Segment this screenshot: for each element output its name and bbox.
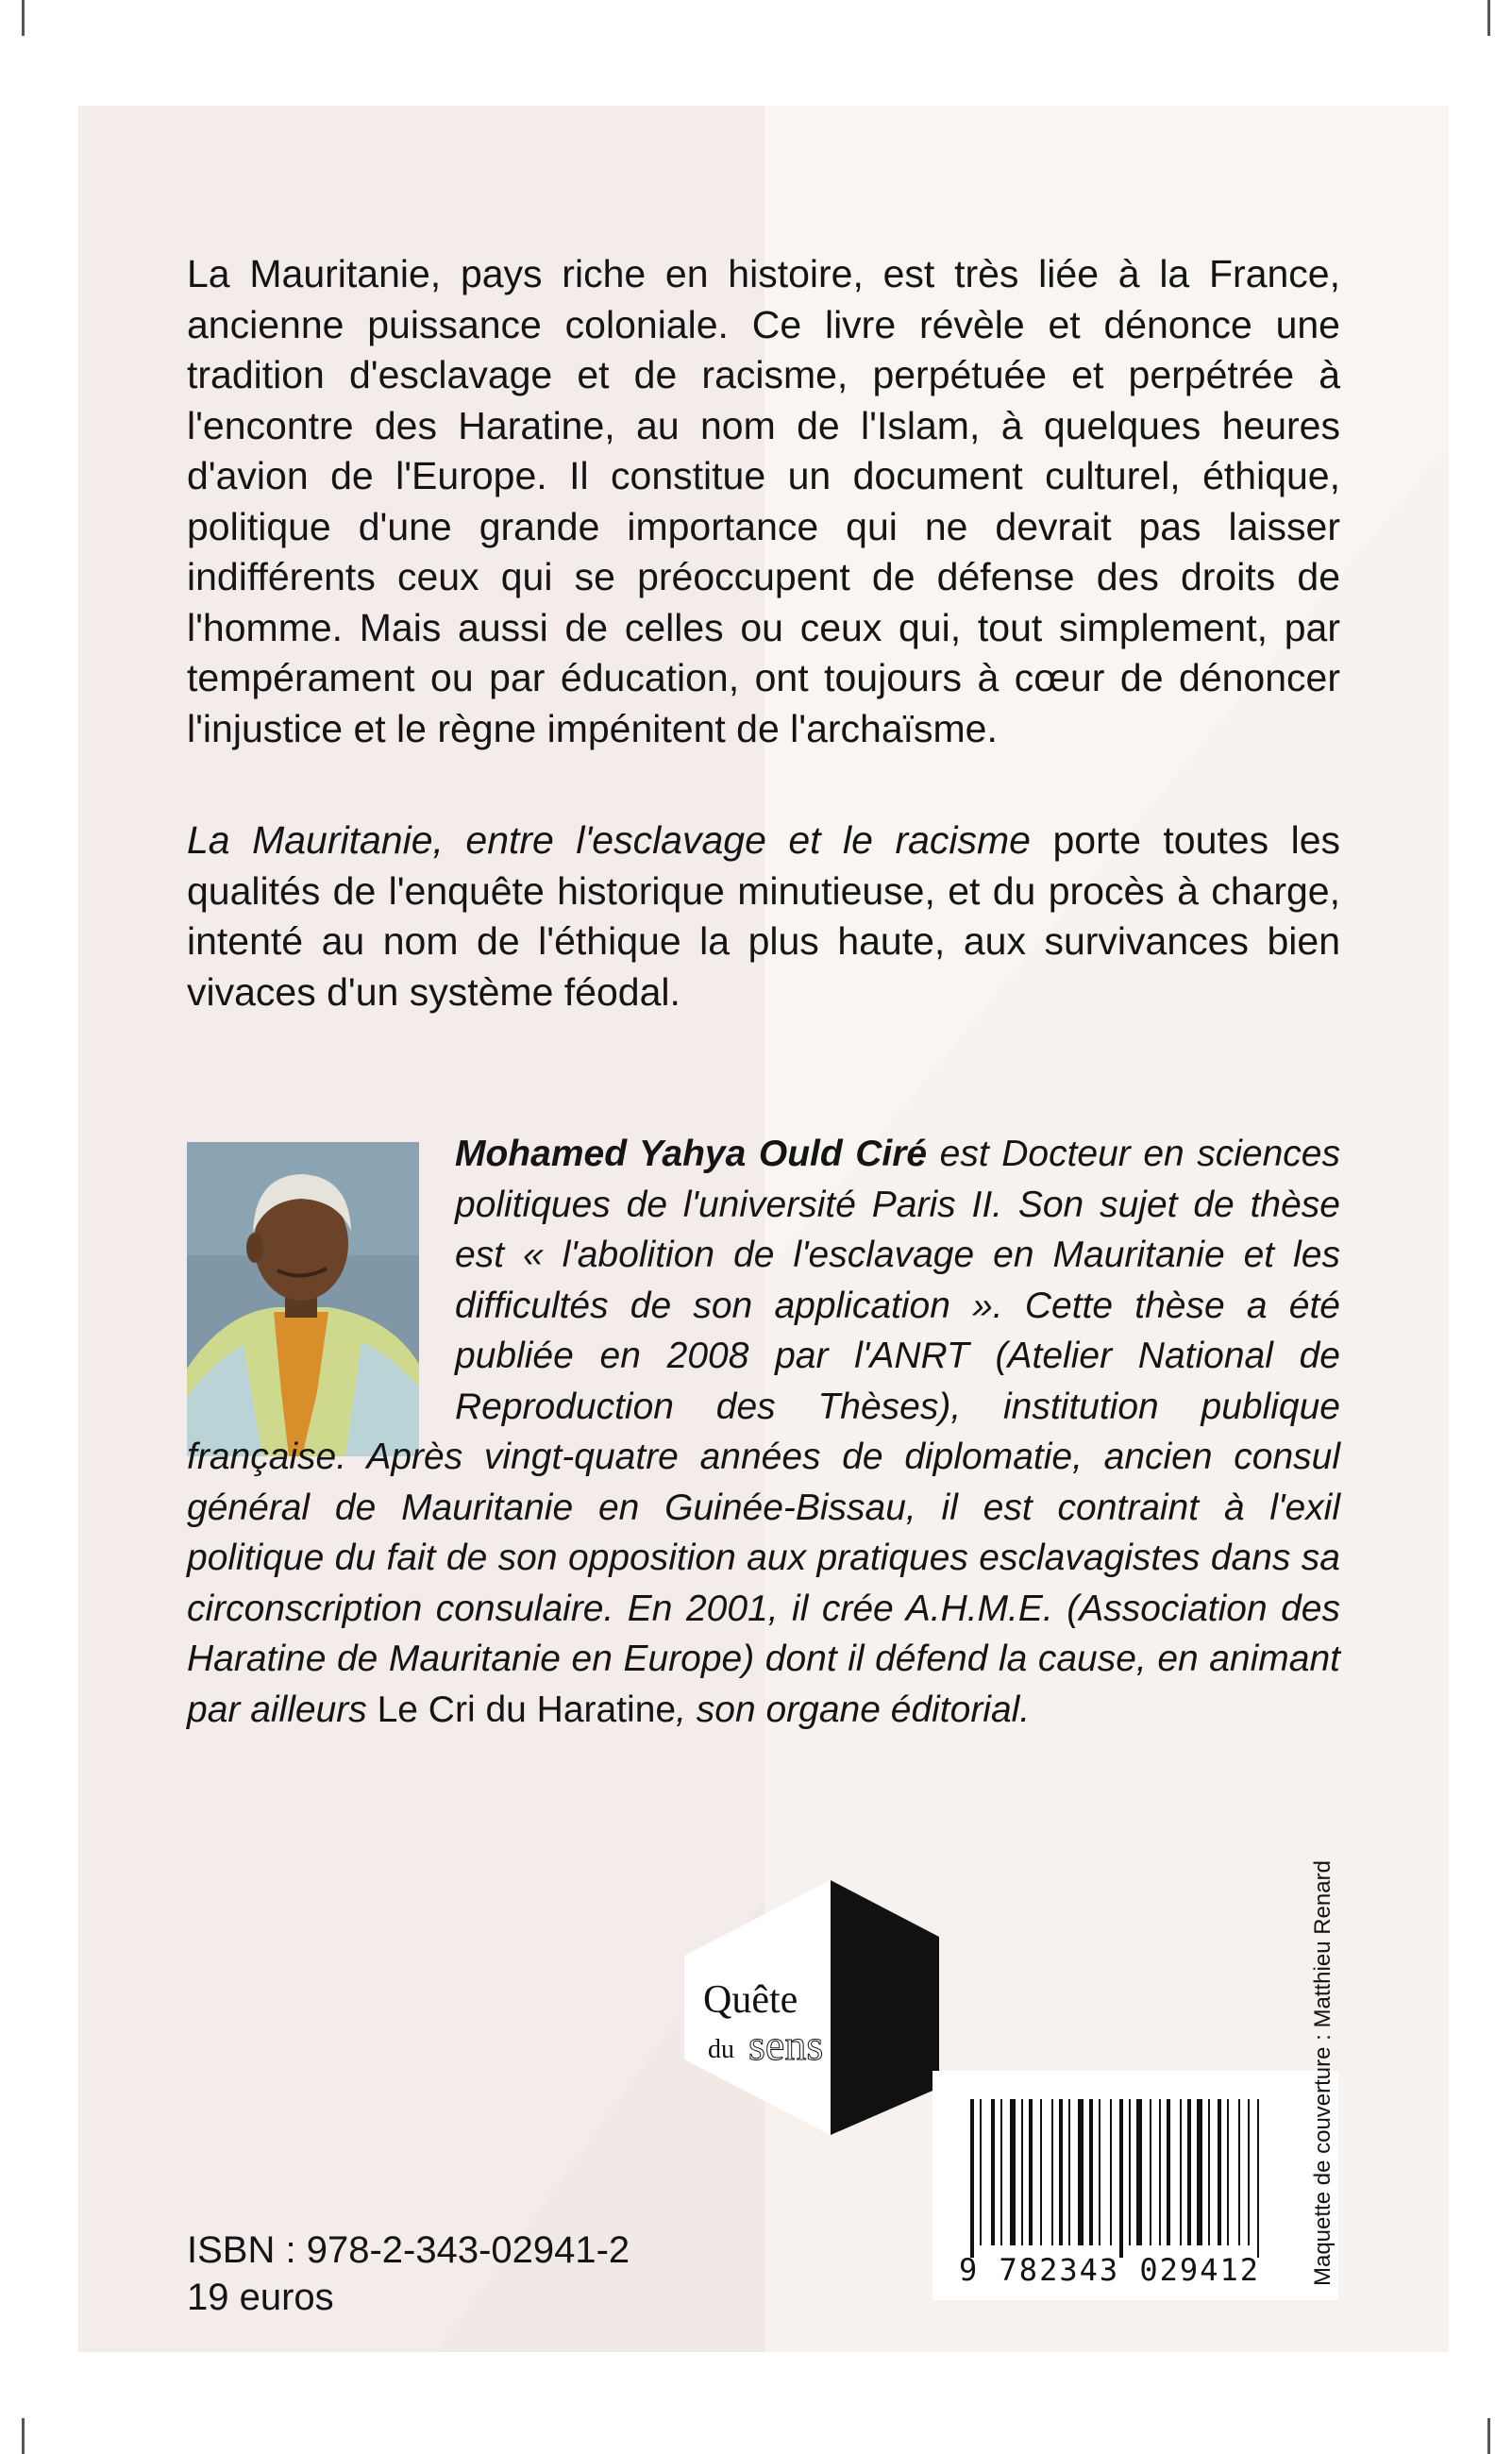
- logo-text-sens: sens: [748, 2021, 824, 2069]
- journal-name: Le Cri du Haratine: [377, 1689, 677, 1730]
- barcode-bar: [1040, 2099, 1042, 2245]
- photo-text-wrap: [187, 1129, 455, 1431]
- barcode-bar: [1150, 2099, 1151, 2245]
- barcode-bar: [1159, 2099, 1161, 2245]
- barcode-bar: [991, 2099, 995, 2245]
- barcode-bar: [1248, 2099, 1250, 2245]
- crop-mark-bottom-left: [22, 2418, 25, 2454]
- author-bio-text-2: , son organe éditorial.: [676, 1689, 1031, 1730]
- publisher-logo: [656, 1880, 939, 2135]
- back-cover: [78, 106, 1449, 2352]
- price: 19 euros: [187, 2277, 334, 2318]
- author-name: Mohamed Yahya Ould Ciré: [455, 1134, 928, 1174]
- cover-design-credit: Maquette de couverture : Matthieu Renard: [1310, 1860, 1336, 2286]
- barcode-bar: [1238, 2099, 1240, 2245]
- barcode-bar: [980, 2099, 982, 2245]
- blurb-2-text: porte toutes les qualités de l'enquête historique minutieuse, et du procès à charge, intenté au nom de l'éthique la plus haute, aux survivances bien vivaces d'un système féodal.: [187, 818, 1340, 1014]
- barcode-bar: [1029, 2099, 1033, 2245]
- isbn: ISBN : 978-2-343-02941-2: [187, 2229, 630, 2271]
- barcode-bar: [1068, 2099, 1070, 2245]
- barcode-bar: [970, 2099, 974, 2258]
- barcode-bar: [1208, 2099, 1210, 2245]
- barcode-bar: [1051, 2099, 1053, 2245]
- author-bio: [187, 1129, 1340, 1735]
- barcode-bar: [1078, 2099, 1084, 2245]
- barcode-bar: [1129, 2099, 1131, 2245]
- barcode-bar: [1119, 2099, 1123, 2258]
- blurb-paragraph-1: La Mauritanie, pays riche en histoire, est très liée à la France, ancienne puissance coloniale. Ce livre révèle et dénonce une tradition d'esclavage et de racisme, perpétuée et perpétrée à l'encontre des Haratine, au nom de l'Islam, à quelques heures d'avion de l'Europe. Il constitue un document culturel, éthique, politique d'une grande importance qui ne devrait pas laisser indifférents ceux qui se préoccupent de défense des droits de l'homme. Mais aussi de celles ou ceux qui, tout simplement, par tempérament ou par éducation, ont toujours à cœur de dénoncer l'injustice et le règne impénitent de l'archaïsme.: [187, 252, 1340, 750]
- barcode-bar: [1257, 2099, 1259, 2258]
- barcode-bar: [1167, 2099, 1170, 2245]
- crop-mark-top-right: [1487, 0, 1490, 36]
- barcode-bar: [1136, 2099, 1142, 2245]
- barcode-bar: [1180, 2099, 1182, 2245]
- barcode-digits: 9 782343 029412: [959, 2252, 1260, 2288]
- barcode-bar: [1227, 2099, 1229, 2245]
- crop-mark-top-left: [22, 0, 25, 36]
- barcode-bar: [1089, 2099, 1093, 2245]
- barcode-bar: [1021, 2099, 1023, 2245]
- barcode-bar: [1099, 2099, 1100, 2245]
- barcode-bar: [1197, 2099, 1202, 2245]
- barcode-bar: [1059, 2099, 1063, 2245]
- logo-text-du: du: [708, 2035, 734, 2064]
- barcode-bar: [1218, 2099, 1221, 2245]
- barcode-bar: [1010, 2099, 1016, 2245]
- barcode-bar: [1110, 2099, 1112, 2245]
- author-bio-text-1: est Docteur en sciences politiques de l'université Paris II. Son sujet de thèse est « l'abolition de l'esclavage en Mauritanie et les difficultés de son application ». Cette thèse a été publiée en 2008 par l'ANRT (Atelier National de Reproduction des Thèses), institution publique française. Après vingt-quatre années de diplomatie, ancien consul général de Mauritanie en Guinée-Bissau, il est contraint à l'exil politique du fait de son opposition aux pratiques esclavagistes dans sa circonscription consulaire. En 2001, il crée A.H.M.E. (Association des Haratine de Mauritanie en Europe) dont il défend la cause, en animant par ailleurs: [187, 1134, 1340, 1730]
- barcode: [932, 2071, 1338, 2300]
- crop-mark-bottom-right: [1487, 2418, 1490, 2454]
- logo-text-line-1: Quête: [703, 1978, 798, 2022]
- book-title: La Mauritanie, entre l'esclavage et le racisme: [187, 818, 1031, 862]
- barcode-bar: [1187, 2099, 1191, 2245]
- barcode-bar: [1000, 2099, 1002, 2245]
- blurb-paragraph-2: [187, 815, 1340, 1017]
